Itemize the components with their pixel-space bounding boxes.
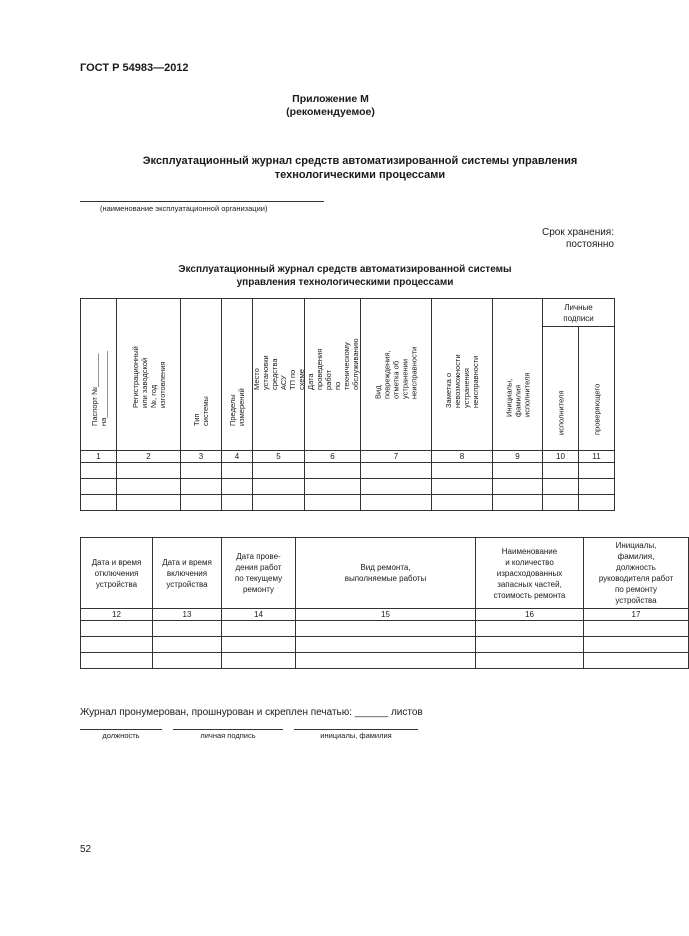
column-numbers-row (81, 609, 689, 621)
retention-label: Срок хранения: (541, 227, 614, 238)
column-header-13: Дата и время включения устройства (153, 538, 222, 609)
retention-value: постоянно (565, 239, 614, 250)
column-numbers-row (81, 451, 615, 463)
journal-subtitle (120, 263, 570, 289)
column-number: 3 (181, 451, 222, 463)
journal-table-2 (80, 537, 689, 669)
table-row (81, 495, 615, 511)
column-header-16: Наименование и количество израсходованных запасных частей, стоимость ремонта (476, 538, 584, 609)
signature-line-position (80, 729, 162, 730)
column-header-11: проверяющего (579, 327, 615, 451)
table-row (81, 653, 689, 669)
column-header-2: Регистрационный или заводской №, год изготовления (117, 299, 181, 451)
column-header-7: Вид повреждения, отметка об устранении неисправности (361, 299, 432, 451)
standard-number: ГОСТ Р 54983—2012 (80, 62, 189, 74)
signature-caption-name: инициалы, фамилия (320, 731, 392, 740)
column-number: 11 (579, 451, 615, 463)
signatures-group-header: Личные подписи (543, 299, 615, 327)
retention-block (542, 227, 614, 251)
signature-line-name (294, 729, 418, 730)
column-header-4: Пределы измерений (222, 299, 253, 451)
column-header-14: Дата прове- дения работ по текущему ремонту (222, 538, 296, 609)
organization-name-line (80, 201, 324, 202)
column-header-1: Паспорт №________ на________________ (81, 299, 117, 451)
column-header-12: Дата и время отключения устройства (81, 538, 153, 609)
column-header-3: Тип системы (181, 299, 222, 451)
journal-subtitle-line-2: управления технологическими процессами (236, 277, 454, 288)
column-number: 12 (81, 609, 153, 621)
signature-caption-position: должность (102, 731, 140, 740)
table-row (81, 637, 689, 653)
page-number: 52 (80, 844, 92, 855)
column-number: 16 (476, 609, 584, 621)
column-number: 9 (493, 451, 543, 463)
column-number: 13 (153, 609, 222, 621)
column-number: 17 (584, 609, 689, 621)
signature-caption-personal: личная подпись (200, 731, 256, 740)
journal-table-1 (80, 298, 615, 511)
column-number: 4 (222, 451, 253, 463)
journal-certification-text: Журнал пронумерован, прошнурован и скреплен печатью: ______ листов (80, 707, 423, 718)
column-number: 10 (543, 451, 579, 463)
appendix-title: Приложение М (292, 93, 369, 105)
column-header-10: исполнителя (543, 327, 579, 451)
column-header-17: Инициалы, фамилия, должность руководителя работ по ремонту устройства (584, 538, 689, 609)
column-number: 5 (253, 451, 305, 463)
table-row (81, 479, 615, 495)
column-header-5: Место установки средства АСУ ТП по схеме (253, 299, 305, 451)
document-title-line-1: Эксплуатационный журнал средств автоматизированной системы управления (142, 155, 578, 167)
column-header-15: Вид ремонта, выполняемые работы (296, 538, 476, 609)
column-number: 2 (117, 451, 181, 463)
journal-subtitle-line-1: Эксплуатационный журнал средств автоматизированной системы (178, 264, 512, 275)
table-row (81, 621, 689, 637)
column-number: 6 (305, 451, 361, 463)
organization-caption: (наименование эксплуатационной организации) (100, 204, 268, 213)
document-title-line-2: технологическими процессами (274, 169, 446, 181)
column-number: 1 (81, 451, 117, 463)
column-number: 7 (361, 451, 432, 463)
table-row (81, 463, 615, 479)
column-number: 15 (296, 609, 476, 621)
column-header-6: Дата проведения работ по техническому обслуживанию (305, 299, 361, 451)
column-header-8: Заметка о невозможности устранения неисправности (432, 299, 493, 451)
column-number: 8 (432, 451, 493, 463)
column-number: 14 (222, 609, 296, 621)
signature-line-personal (173, 729, 283, 730)
column-header-9: Инициалы, фамилия исполнителя (493, 299, 543, 451)
appendix-note: (рекомендуемое) (286, 106, 375, 118)
